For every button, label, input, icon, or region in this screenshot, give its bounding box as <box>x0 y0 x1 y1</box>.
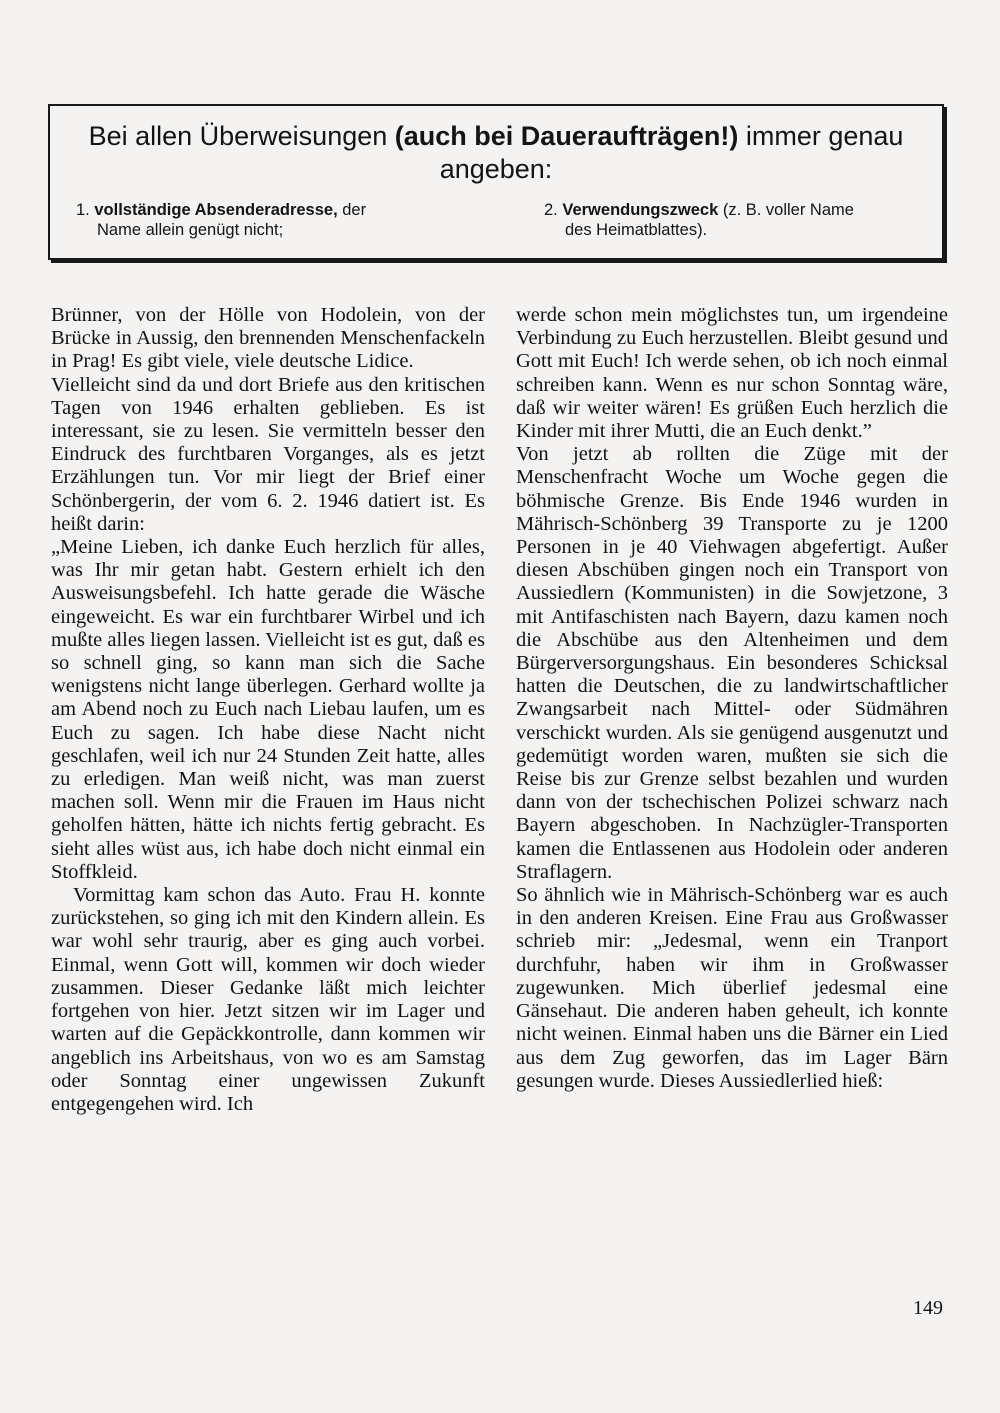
notice-item-rest: der <box>337 201 367 219</box>
paragraph: Brünner, von der Hölle von Hodolein, von der Brücke in Aussig, den brennenden Menschenfackeln in Prag! Es gibt viele, viele deutsche Lidice. <box>51 304 485 373</box>
notice-heading-text-end: immer genau angeben: <box>439 121 904 184</box>
notice-item-bold: vollständige Absenderadresse, <box>94 201 338 219</box>
paragraph: Von jetzt ab rollten die Züge mit der Menschenfracht Woche um Woche gegen die böhmische Grenze. Bis Ende 1946 wurden in Mährisch-Schönberg 39 Transporte zu je 1200 Personen in je 40 Viehwagen abgefertigt. Außer diesen Abschüben gingen noch ein Transport von Aussiedlern (Kommunisten) in die Sowjetzone, 3 mit Antifaschisten nach Bayern, dazu kamen noch die Abschübe aus den Altenheimen und dem Bürgerversorgungshaus. Ein besonderes Schicksal hatten die Deutschen, die zu landwirtschaftlicher Zwangsarbeit nach Mittel- oder Südmähren verschickt wurden. Als sie genügend ausgenutzt und gedemütigt worden waren, mußten sie sich die Reise bis zur Grenze selbst bezahlen und wurden dann von der tschechischen Polizei schwarz nach Bayern abgeschoben. In Nachzügler-Transporten kamen die Entlassenen aus Hodolein oder anderen Straflagern. <box>516 443 948 883</box>
page-number: 149 <box>913 1297 943 1319</box>
notice-item-purpose <box>544 200 934 240</box>
paragraph: Vielleicht sind da und dort Briefe aus den kritischen Tagen von 1946 erhalten geblieben. Es ist interessant, sie zu lesen. Sie vermitteln besser den Eindruck des furchtbaren Vorganges, als es jetzt Erzählungen tun. Vor mir liegt der Brief einer Schönbergerin, der vom 6. 2. 1946 datiert ist. Es heißt darin: <box>51 373 485 535</box>
paragraph: So ähnlich wie in Mährisch-Schönberg war es auch in den anderen Kreisen. Eine Frau aus Großwasser schrieb mir: „Jedesmal, wenn ein Tranport durchfuhr, haben wir ihm in Großwasser zugewunken. Mich überlief jedesmal eine Gänsehaut. Die anderen haben geheult, ich konnte nicht weinen. Einmal haben uns die Bärner ein Lied aus dem Zug geworfen, das im Lager Bärn gesungen wurde. Dieses Aussiedlerlied hieß: <box>516 884 948 1092</box>
notice-item-sender-address <box>76 200 486 240</box>
notice-item-number: 1. <box>76 201 90 219</box>
notice-heading <box>50 120 942 186</box>
letter-paragraph: „Meine Lieben, ich danke Euch herzlich für alles, was Ihr mir getan habt. Gestern erhielt ich den Ausweisungsbefehl. Ich hatte gerade die Wäsche eingeweicht. Es war ein furchtbarer Wirbel und ich mußte alles liegen lassen. Vielleicht ist es gut, daß es so schnell ging, so kann man sich die Sache wenigstens nicht lange überlegen. Gerhard wollte ja am Abend noch zu Euch nach Liebau laufen, um es Euch zu sagen. Ich habe diese Nacht nicht geschlafen, weil ich nur 24 Stunden Zeit hatte, alles zu erledigen. Man weiß nicht, was man zuerst machen soll. Wenn mir die Frauen im Haus nicht geholfen hätten, hätte ich nichts fertig gebracht. Es sieht alles wüst aus, ich habe doch nicht einmal ein Stoffkleid. <box>51 536 485 883</box>
notice-heading-text: Bei allen Überweisungen <box>88 121 395 151</box>
notice-item-continuation: Name allein genügt nicht; <box>97 221 284 239</box>
notice-heading-emphasis: (auch bei Daueraufträgen!) <box>394 121 739 151</box>
left-text-column <box>51 304 485 1116</box>
right-text-column <box>516 304 948 1093</box>
notice-item-bold: Verwendungszweck <box>562 201 719 219</box>
notice-item-rest: (z. B. voller Name <box>718 201 854 219</box>
notice-item-number: 2. <box>544 201 558 219</box>
notice-item-continuation: des Heimatblattes). <box>565 221 708 239</box>
letter-paragraph: Vormittag kam schon das Auto. Frau H. konnte zurückstehen, so ging ich mit den Kindern allein. Es war wohl sehr traurig, aber es ging auch vorbei. Einmal, wenn Gott will, kommen wir doch wieder zusammen. Dieser Gedanke läßt mich leichter fortgehen von hier. Jetzt sitzen wir im Lager und warten auf die Gepäckkontrolle, dann kommen wir angeblich ins Arbeitshaus, von wo es am Samstag oder Sonntag einer ungewissen Zukunft entgegengehen wird. Ich <box>51 884 485 1115</box>
letter-paragraph: werde schon mein möglichstes tun, um irgendeine Verbindung zu Euch herzustellen. Bleibt gesund und Gott mit Euch! Ich werde sehen, ob ich noch einmal schreiben kann. Wenn es nur schon Sonntag wäre, daß wir weiter wären! Es grüßen Euch herzlich die Kinder mit ihrer Mutti, die an Euch denkt.” <box>516 304 948 443</box>
transfer-notice-box <box>48 104 944 260</box>
